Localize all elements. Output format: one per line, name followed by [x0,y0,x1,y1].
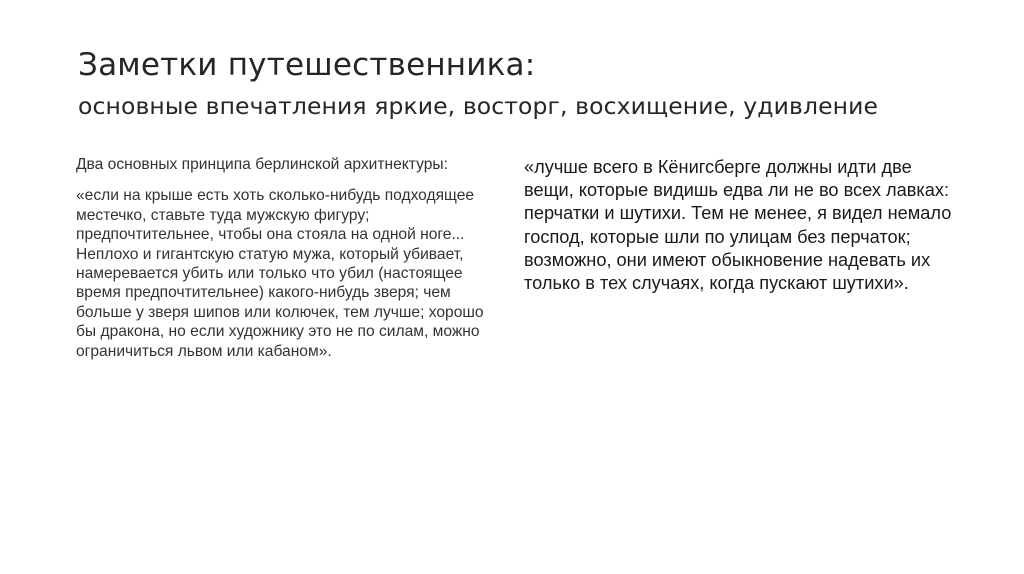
slide-title-block [78,46,998,121]
right-column [524,156,964,295]
left-column [76,155,496,373]
slide-subtitle: основные впечатления яркие, восторг, восхищение, удивление [78,92,879,120]
slide-title: Заметки путешественника: [78,47,536,83]
left-intro-text: Два основных принципа берлинской архитнектуры: [76,156,448,173]
right-quote-text: «лучше всего в Кёнигсберге должны идти две вещи, которые видишь едва ли не во всех лавках: перчатки и шутихи. Тем не менее, я видел немало господ, которые шли по улицам без перчаток; возможно, они имеют обыкновение надевать их только в тех случаях, когда пускают шутихи». [524,157,952,294]
left-quote-text: «если на крыше есть хоть сколько-нибудь подходящее местечко, ставьте туда мужскую фигуру; предпочтительнее, чтобы она стояла на одной ноге... Неплохо и гигантскую статую мужа, который убивает, намеревается убить или только что убил (настоящее время предпочтительнее) какого-нибудь зверя; чем больше у зверя шипов или колючек, тем лучше; хорошо бы дракона, но если художнику это не по силам, можно ограничиться львом или кабаном». [76,187,484,360]
